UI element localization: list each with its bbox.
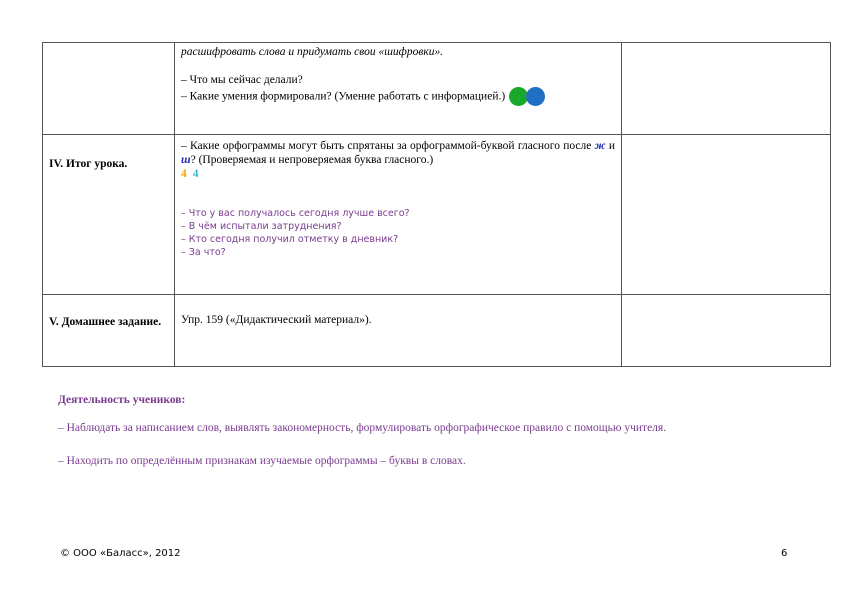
activity-paragraph: – Находить по определённым признакам изучаемые орфограммы – буквы в словах. bbox=[58, 455, 466, 467]
content-cell bbox=[175, 295, 622, 367]
question-line: – Какие умения формировали? (Умение работать с информацией.) bbox=[181, 90, 506, 103]
notes-cell bbox=[622, 43, 831, 135]
list-item: – За что? bbox=[181, 247, 226, 258]
lesson-plan-table bbox=[42, 42, 831, 367]
stage-label: V. Домашнее задание. bbox=[49, 316, 162, 328]
table-row bbox=[43, 295, 831, 367]
activity-paragraph: – Наблюдать за написанием слов, выявлять закономерность, формулировать орфографическое правило с помощью учителя. bbox=[58, 422, 667, 434]
notes-cell bbox=[622, 135, 831, 295]
activity-title: Деятельность учеников: bbox=[58, 394, 186, 406]
answer-text: ? (Проверяемая и непроверяемая буква гласного.) bbox=[190, 154, 434, 166]
blue-circle-icon bbox=[526, 87, 545, 106]
stage-cell bbox=[43, 295, 175, 367]
table-row bbox=[43, 135, 831, 295]
question-line: – Что мы сейчас делали? bbox=[181, 74, 303, 86]
homework-text: Упр. 159 («Дидактический материал»). bbox=[181, 314, 372, 326]
question-text: – Какие орфограммы могут быть спрятаны за орфограммой-буквой гласного после bbox=[181, 140, 595, 152]
stage-cell bbox=[43, 135, 175, 295]
stage-label: IV. Итог урока. bbox=[49, 158, 128, 170]
conjunction: и bbox=[605, 140, 616, 152]
stage-cell bbox=[43, 43, 175, 135]
number-markers bbox=[181, 167, 615, 181]
list-item: – В чём испытали затруднения? bbox=[181, 221, 342, 232]
footer-copyright: © ООО «Баласс», 2012 bbox=[60, 548, 181, 559]
list-item: – Что у вас получалось сегодня лучше всего? bbox=[181, 208, 410, 219]
italic-line: расшифровать слова и придумать свои «шифровки». bbox=[181, 46, 444, 58]
circle-markers bbox=[509, 87, 545, 107]
orange-number: 4 bbox=[181, 168, 187, 180]
letter-zh: ж bbox=[594, 140, 606, 152]
content-cell bbox=[175, 43, 622, 135]
question-paragraph bbox=[181, 139, 615, 167]
list-item: – Кто сегодня получил отметку в дневник? bbox=[181, 234, 399, 245]
reflection-questions bbox=[181, 207, 615, 259]
page-number: 6 bbox=[781, 548, 788, 559]
notes-cell bbox=[622, 295, 831, 367]
letter-sh: ш bbox=[181, 154, 191, 166]
content-cell bbox=[175, 135, 622, 295]
cyan-number: 4 bbox=[192, 168, 199, 180]
table-row bbox=[43, 43, 831, 135]
